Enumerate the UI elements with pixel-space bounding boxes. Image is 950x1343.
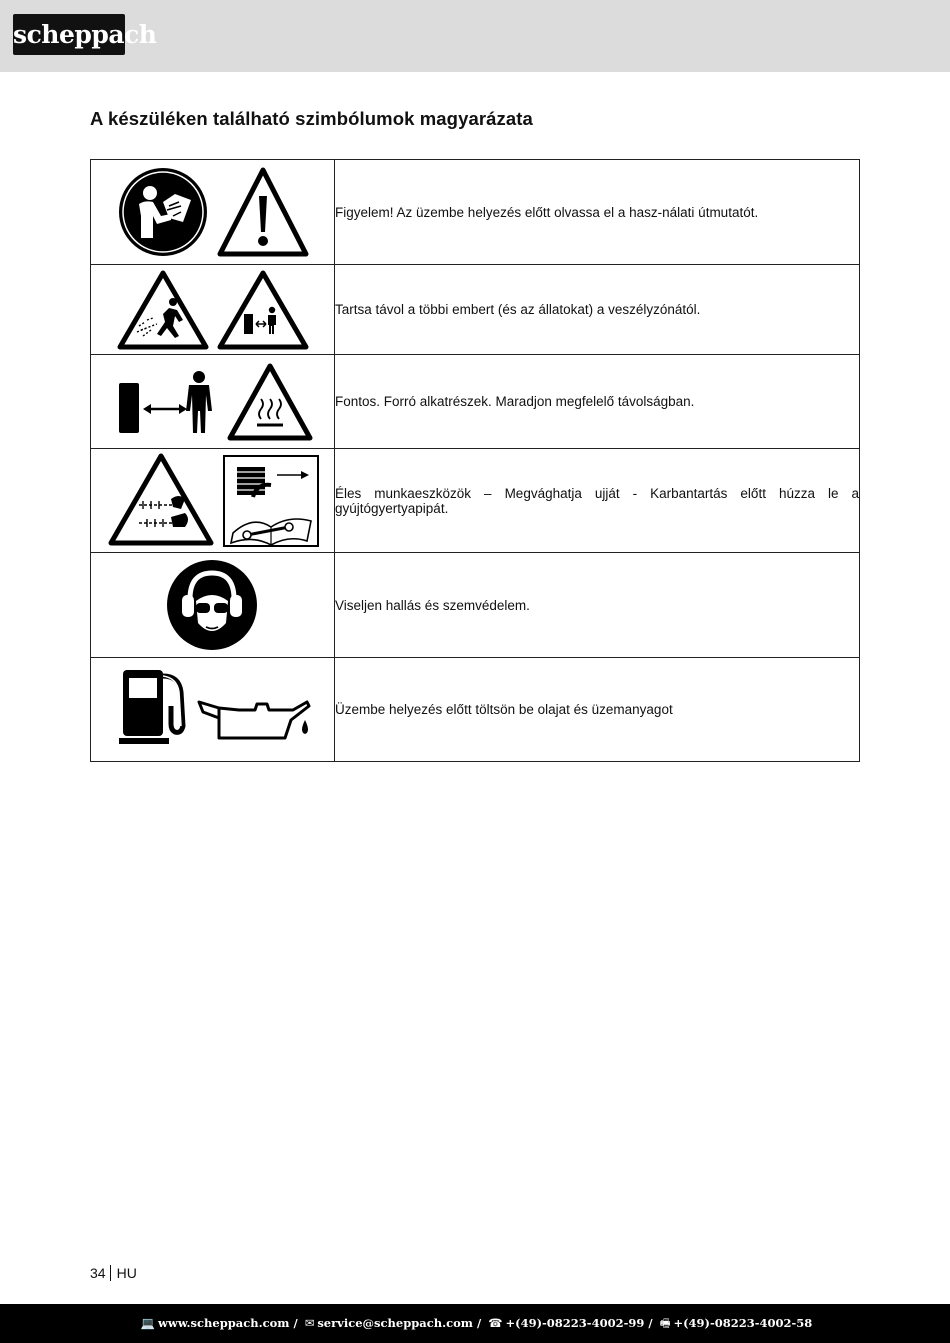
- fuel-pump-icon: [117, 666, 199, 750]
- icon-cell: [91, 160, 335, 265]
- footer-web: www.scheppach.com: [158, 1316, 290, 1330]
- read-manual-icon: [117, 166, 209, 258]
- scheppach-logo: scheppach: [13, 14, 125, 55]
- laptop-icon: 💻: [140, 1316, 156, 1330]
- table-row: [91, 160, 860, 265]
- icon-cell: [91, 355, 335, 449]
- icon-cell: [91, 658, 335, 762]
- row-text: Fontos. Forró alkatrészek. Maradjon megfelelő távolságban.: [335, 355, 860, 449]
- sharp-blade-warning-icon: [107, 453, 215, 547]
- table-row: [91, 265, 860, 355]
- footer-fax: +(49)-08223-4002-58: [673, 1316, 813, 1330]
- row-text: Figyelem! Az üzembe helyezés előtt olvassa el a hasz-nálati útmutatót.: [335, 160, 860, 265]
- row-text: Viseljen hallás és szemvédelem.: [335, 553, 860, 658]
- footer-email: service@scheppach.com: [317, 1316, 473, 1330]
- disconnect-spark-plug-icon: [223, 455, 319, 547]
- flying-debris-warning-icon: [117, 270, 209, 350]
- keep-distance-warning-icon: [217, 270, 309, 350]
- table-row: [91, 449, 860, 553]
- icon-cell: [91, 553, 335, 658]
- phone-icon: ☎: [488, 1316, 503, 1330]
- row-text: Üzembe helyezés előtt töltsön be olajat és üzemanyagot: [335, 658, 860, 762]
- fax-icon: 🖷: [659, 1316, 671, 1330]
- footer-bar: 💻 www.scheppach.com / ✉ service@scheppach.com / ☎ +(49)-08223-4002-99 / 🖷 +(49)-08223-4002-58: [0, 1304, 950, 1343]
- table-row: [91, 355, 860, 449]
- language-code: HU: [116, 1265, 137, 1281]
- header-band: [0, 0, 950, 72]
- hot-surface-warning-icon: [227, 363, 313, 441]
- icon-cell: [91, 449, 335, 553]
- row-text: Éles munkaeszközök – Megvághatja ujját - Karbantartás előtt húzza le a gyújtógyertyapipát.: [335, 449, 860, 553]
- page-number: 34: [90, 1265, 106, 1281]
- oil-can-icon: [197, 694, 313, 744]
- envelope-icon: ✉: [304, 1316, 315, 1330]
- hearing-eye-protection-icon: [166, 559, 258, 651]
- warning-exclamation-icon: [217, 166, 309, 258]
- row-text: Tartsa távol a többi embert (és az állatokat) a veszélyzónától.: [335, 265, 860, 355]
- page-number-label: [90, 1265, 137, 1281]
- page-title: A készüléken található szimbólumok magyarázata: [90, 108, 533, 129]
- footer-phone: +(49)-08223-4002-99: [505, 1316, 645, 1330]
- icon-cell: [91, 265, 335, 355]
- symbols-table: [90, 159, 860, 762]
- table-row: [91, 553, 860, 658]
- table-row: [91, 658, 860, 762]
- safe-distance-icon: [117, 369, 217, 439]
- divider: [110, 1265, 111, 1281]
